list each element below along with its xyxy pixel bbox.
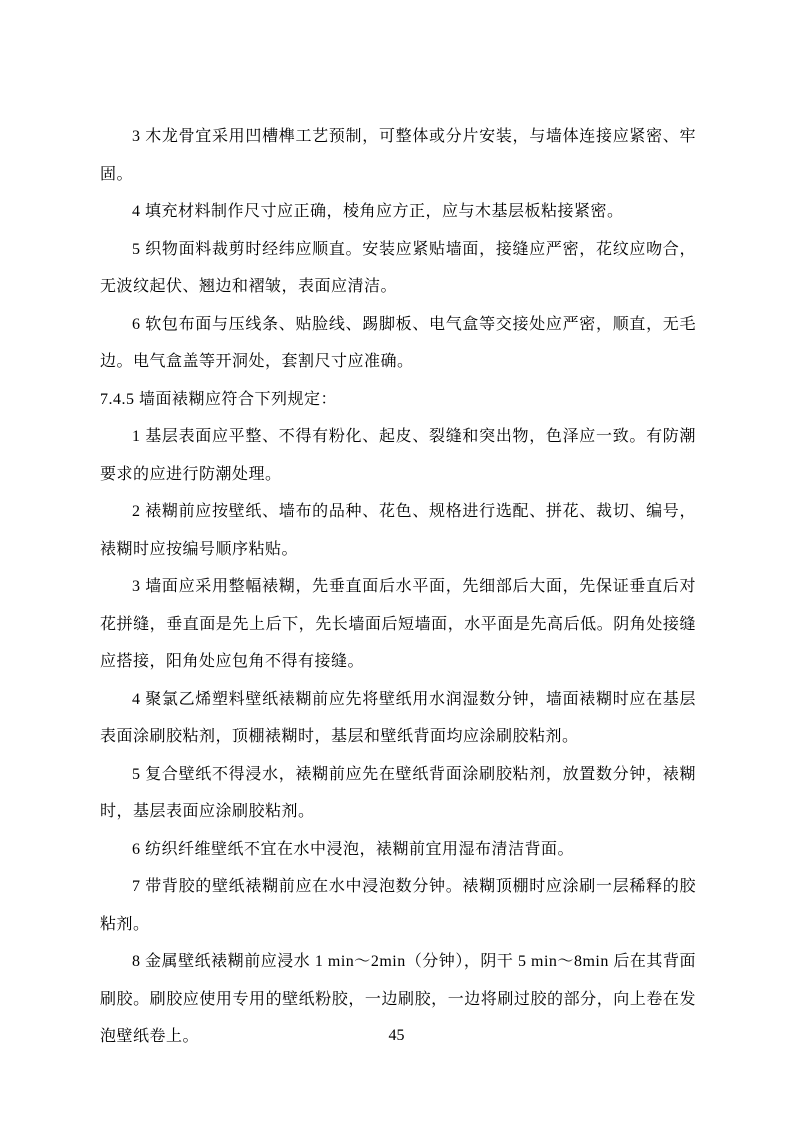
paragraph-item-2-matching: 2 裱糊前应按壁纸、墙布的品种、花色、规格进行选配、拼花、裁切、编号，裱糊时应按编号顺序粘贴。 [100,503,696,558]
paragraph-item-8-metal: 8 金属壁纸裱糊前应浸水 1 min～2min（分钟），阴干 5 min～8min 后在其背面刷胶。刷胶应使用专用的壁纸粉胶，一边刷胶，一边将刷过胶的部分，向上卷在发泡壁纸卷上。 [100,953,696,1045]
paragraph-item-3-fullwidth: 3 墙面应采用整幅裱糊，先垂直面后水平面，先细部后大面，先保证垂直后对花拼缝，垂直面是先上后下，先长墙面后短墙面，水平面是先高后低。阴角处接缝应搭接，阳角处应包角不得有接缝。 [100,578,696,670]
paragraph-item-6-textile: 6 纺织纤维壁纸不宜在水中浸泡，裱糊前宜用湿布清洁背面。 [132,840,575,858]
paragraph-item-5-composite: 5 复合壁纸不得浸水，裱糊前应先在壁纸背面涂刷胶粘剂，放置数分钟，裱糊时，基层表面应涂刷胶粘剂。 [100,765,696,820]
paragraph-item-1-base: 1 基层表面应平整、不得有粉化、起皮、裂缝和突出物，色泽应一致。有防潮要求的应进行防潮处理。 [100,428,696,483]
clause-heading-7-4-5: 7.4.5 墙面裱糊应符合下列规定： [100,390,338,408]
paragraph-item-3-wood: 3 木龙骨宜采用凹槽榫工艺预制，可整体或分片安装，与墙体连接应紧密、牢固。 [100,128,696,183]
document-body [100,118,696,1056]
paragraph-item-4-pvc: 4 聚氯乙烯塑料壁纸裱糊前应先将壁纸用水润湿数分钟，墙面裱糊时应在基层表面涂刷胶粘剂，顶棚裱糊时，基层和壁纸背面均应涂刷胶粘剂。 [100,690,696,745]
paragraph-item-5-fabric: 5 织物面料裁剪时经纬应顺直。安装应紧贴墙面，接缝应严密，花纹应吻合，无波纹起伏、翘边和褶皱，表面应清洁。 [100,240,696,295]
paragraph-item-4-filler: 4 填充材料制作尺寸应正确，棱角应方正，应与木基层板粘接紧密。 [132,203,624,220]
paragraph-item-7-adhesive: 7 带背胶的壁纸裱糊前应在水中浸泡数分钟。裱糊顶棚时应涂刷一层稀释的胶粘剂。 [100,878,696,933]
page-number: 45 [388,1027,405,1044]
paragraph-item-6-softpack: 6 软包布面与压线条、贴脸线、踢脚板、电气盒等交接处应严密，顺直，无毛边。电气盒盖等开洞处，套割尺寸应准确。 [100,315,696,370]
